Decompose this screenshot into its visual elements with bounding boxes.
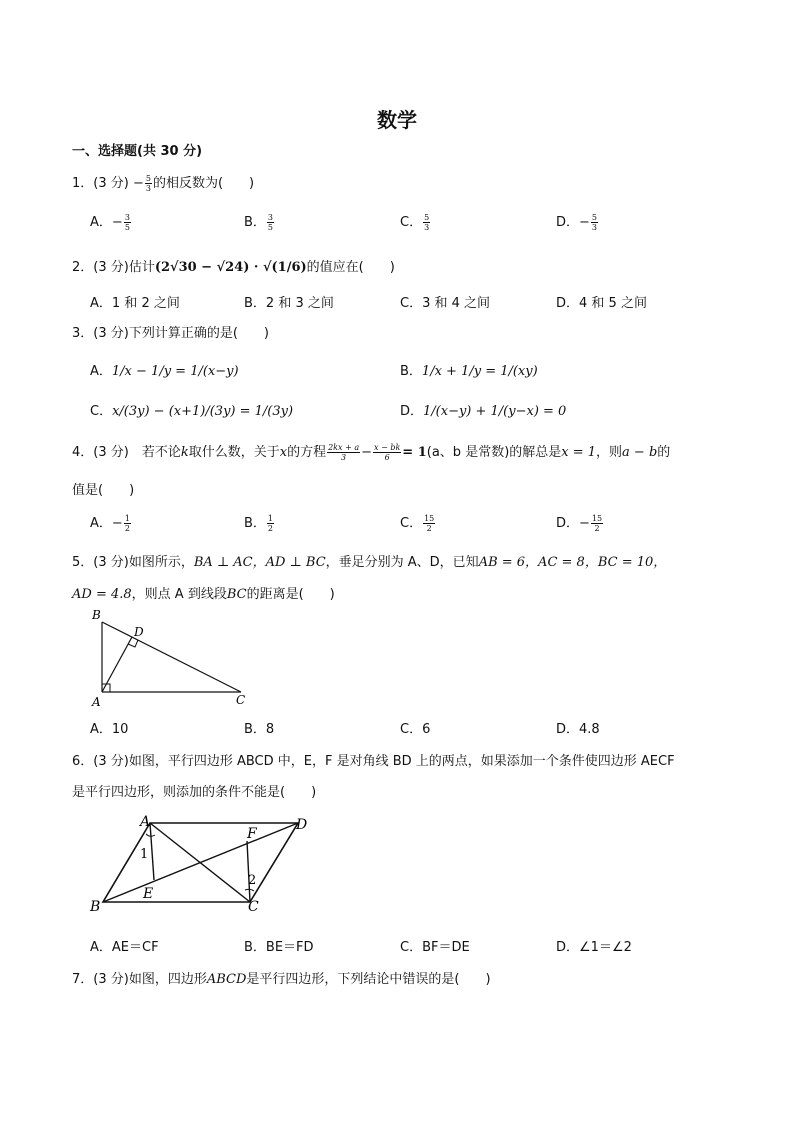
q4-text: 4．(3 分) 若不论 [72,445,181,460]
question-2 [72,256,395,275]
q1-option-b[interactable] [244,211,275,232]
q4-a-minus-b: a − b [622,445,658,460]
q4-text: 的方程 [287,445,327,460]
question-3: 3．(3 分)下列计算正确的是( ) [72,326,269,341]
q1-neg: − [132,176,144,191]
q4-var-x: x [279,445,288,460]
label-d: D [296,817,308,833]
option-label: B． [244,940,266,955]
frac-den: 5 [267,223,274,232]
option-text: 8 [265,722,275,737]
option-text: 10 [111,722,129,737]
q1-option-a[interactable] [90,211,132,232]
q3-option-d[interactable] [400,400,566,419]
option-label: A． [90,940,112,955]
option-text: AE＝CF [111,940,159,955]
q5-option-b[interactable] [244,718,274,737]
frac-num: 1 [267,514,274,523]
segment-bc [102,622,241,692]
label-b: B [90,899,101,915]
option-fraction [591,514,603,533]
option-expression: 1/(x−y) + 1/(y−x) = 0 [423,404,567,419]
q4-option-c[interactable] [400,512,436,533]
q3-option-b[interactable] [400,360,538,379]
frac-den: 3 [424,223,430,232]
label-angle-1: 1 [140,847,149,862]
option-text: BE＝FD [265,940,314,955]
q5-ad-value: AD = 4.8 [72,587,132,602]
question-4-line-1 [72,441,670,462]
q2-option-d[interactable] [556,292,647,311]
q5-condition: BA ⊥ AC，AD ⊥ BC [193,555,326,570]
q2-suffix: 的值应在( ) [306,260,395,275]
option-label: D． [400,404,424,419]
q5-option-d[interactable] [556,718,600,737]
option-label: B． [244,722,266,737]
q6-option-d[interactable] [556,936,632,955]
option-sign: − [579,215,590,230]
option-fraction [267,514,274,533]
option-label: B． [244,296,266,311]
option-sign: − [111,215,123,230]
label-d: D [134,625,144,639]
option-label: D． [556,516,580,531]
option-label: D． [556,940,580,955]
option-text: 2 和 3 之间 [265,296,334,311]
q1-option-c[interactable] [400,211,431,232]
option-sign: − [579,516,590,531]
segment-cf [247,841,250,902]
q4-option-a[interactable] [90,512,132,533]
option-label: C． [400,516,423,531]
frac-num: 2kx + a [328,443,360,452]
q5-text: 的距离是( ) [246,587,335,602]
frac-den: 2 [124,524,130,533]
frac-num: 15 [591,514,603,523]
option-label: B． [244,516,266,531]
option-label: A． [90,516,112,531]
option-text: 6 [422,722,431,737]
q1-frac-den: 3 [145,184,151,193]
q6-option-a[interactable] [90,936,159,955]
option-expression: 1/x − 1/y = 1/(x−y) [111,364,239,379]
label-c: C [248,899,259,915]
label-angle-2: 2 [248,873,257,888]
option-label: C． [400,722,423,737]
q4-option-b[interactable] [244,512,275,533]
option-label: B． [244,215,266,230]
option-text: 1 和 2 之间 [111,296,180,311]
q3-option-a[interactable] [90,360,239,379]
option-label: C． [90,404,113,419]
question-5-line-1 [72,551,666,570]
q1-frac-num: 5 [145,174,151,183]
option-text: 4 和 5 之间 [579,296,647,311]
frac-num: 5 [424,213,430,222]
option-text: BF＝DE [422,940,470,955]
frac-den: 2 [267,524,274,533]
option-label: D． [556,296,580,311]
frac-den: 3 [341,453,347,462]
diagonal-ac [150,823,250,902]
question-5-line-2 [72,583,335,602]
frac-num: x − bk [374,443,401,452]
frac-num: 1 [124,514,130,523]
question-4-line-2: 值是( ) [72,483,135,498]
option-expression: 1/x + 1/y = 1/(xy) [421,364,538,379]
option-text: 3 和 4 之间 [422,296,491,311]
option-label: D． [556,215,580,230]
q6-option-c[interactable] [400,936,470,955]
q2-option-c[interactable] [400,292,490,311]
frac-den: 2 [426,524,432,533]
q7-text: 7．(3 分)如图，四边形 [72,972,207,987]
q5-option-c[interactable] [400,718,430,737]
q4-frac-2 [373,443,401,462]
q1-option-d[interactable] [556,211,599,232]
option-fraction [124,514,131,533]
q4-text: (a、b 是常数)的解总是 [426,445,562,460]
q5-text: 5．(3 分)如图所示， [72,555,194,570]
question-1 [72,172,254,193]
q2-option-b[interactable] [244,292,334,311]
option-fraction [423,213,430,232]
option-label: C． [400,215,423,230]
q1-prefix: 1．(3 分) [72,176,129,191]
q5-option-a[interactable] [90,718,128,737]
q4-frac-1 [327,443,360,462]
question-7 [72,968,491,987]
q5-text: ，垂足分别为 A、D，已知 [325,555,479,570]
q7-abcd: ABCD [206,972,247,987]
page-title: 数学 [377,108,417,132]
q2-prefix: 2．(3 分)估计 [72,260,155,275]
q4-solution: x = 1 [561,445,597,460]
q4-minus: − [361,445,373,460]
option-text: ∠1＝∠2 [579,940,632,955]
option-label: C． [400,296,423,311]
q3-option-c[interactable] [90,400,293,419]
option-fraction [267,213,274,232]
label-c: C [236,693,246,707]
frac-num: 15 [424,514,435,523]
segment-ae [150,823,154,880]
q6-parallelogram-figure [86,810,326,920]
q1-fraction [145,174,152,193]
label-a: A [140,814,151,830]
label-a: A [92,695,101,709]
frac-num: 3 [124,213,130,222]
label-f: F [247,826,257,842]
frac-den: 5 [124,223,130,232]
question-6-line-1: 6．(3 分)如图，平行四边形 ABCD 中，E，F 是对角线 BD 上的两点，如果添加一个条件使四边形 AECF [72,754,675,769]
option-label: D． [556,722,580,737]
q4-text: 的 [657,445,671,460]
q5-triangle-figure [86,605,256,710]
question-6-line-2: 是平行四边形，则添加的条件不能是( ) [72,785,317,800]
frac-num: 3 [267,213,274,222]
label-b: B [92,608,101,622]
frac-den: 2 [594,524,600,533]
q2-expression: (2√30 − √24) · √(1/6) [154,260,307,275]
q4-rhs: = 1 [402,445,427,460]
section-heading: 一、选择题(共 30 分) [72,144,203,159]
option-label: A． [90,364,112,379]
option-fraction [591,213,598,232]
frac-den: 6 [384,453,390,462]
q2-option-a[interactable] [90,292,180,311]
option-text: 4.8 [579,722,600,737]
q1-suffix: 的相反数为( ) [152,176,255,191]
option-label: A． [90,722,112,737]
option-fraction [124,213,131,232]
q5-text: ，则点 A 到线段 [131,587,227,602]
label-e: E [143,886,154,902]
option-label: C． [400,940,423,955]
q6-option-b[interactable] [244,936,314,955]
q7-text: 是平行四边形，下列结论中错误的是( ) [246,972,491,987]
q5-bc: BC [226,587,247,602]
q4-text: ，则 [596,445,623,460]
option-label: A． [90,296,112,311]
option-sign: − [111,516,123,531]
frac-num: 5 [591,213,598,222]
q5-values: AB = 6，AC = 8，BC = 10， [478,555,667,570]
q4-option-d[interactable] [556,512,604,533]
option-label: B． [400,364,422,379]
option-fraction [423,514,435,533]
option-expression: x/(3y) − (x+1)/(3y) = 1/(3y) [112,404,294,419]
option-label: A． [90,215,112,230]
q4-text: 取什么数，关于 [188,445,280,460]
frac-den: 3 [591,223,598,232]
q4-var-k: k [180,445,189,460]
